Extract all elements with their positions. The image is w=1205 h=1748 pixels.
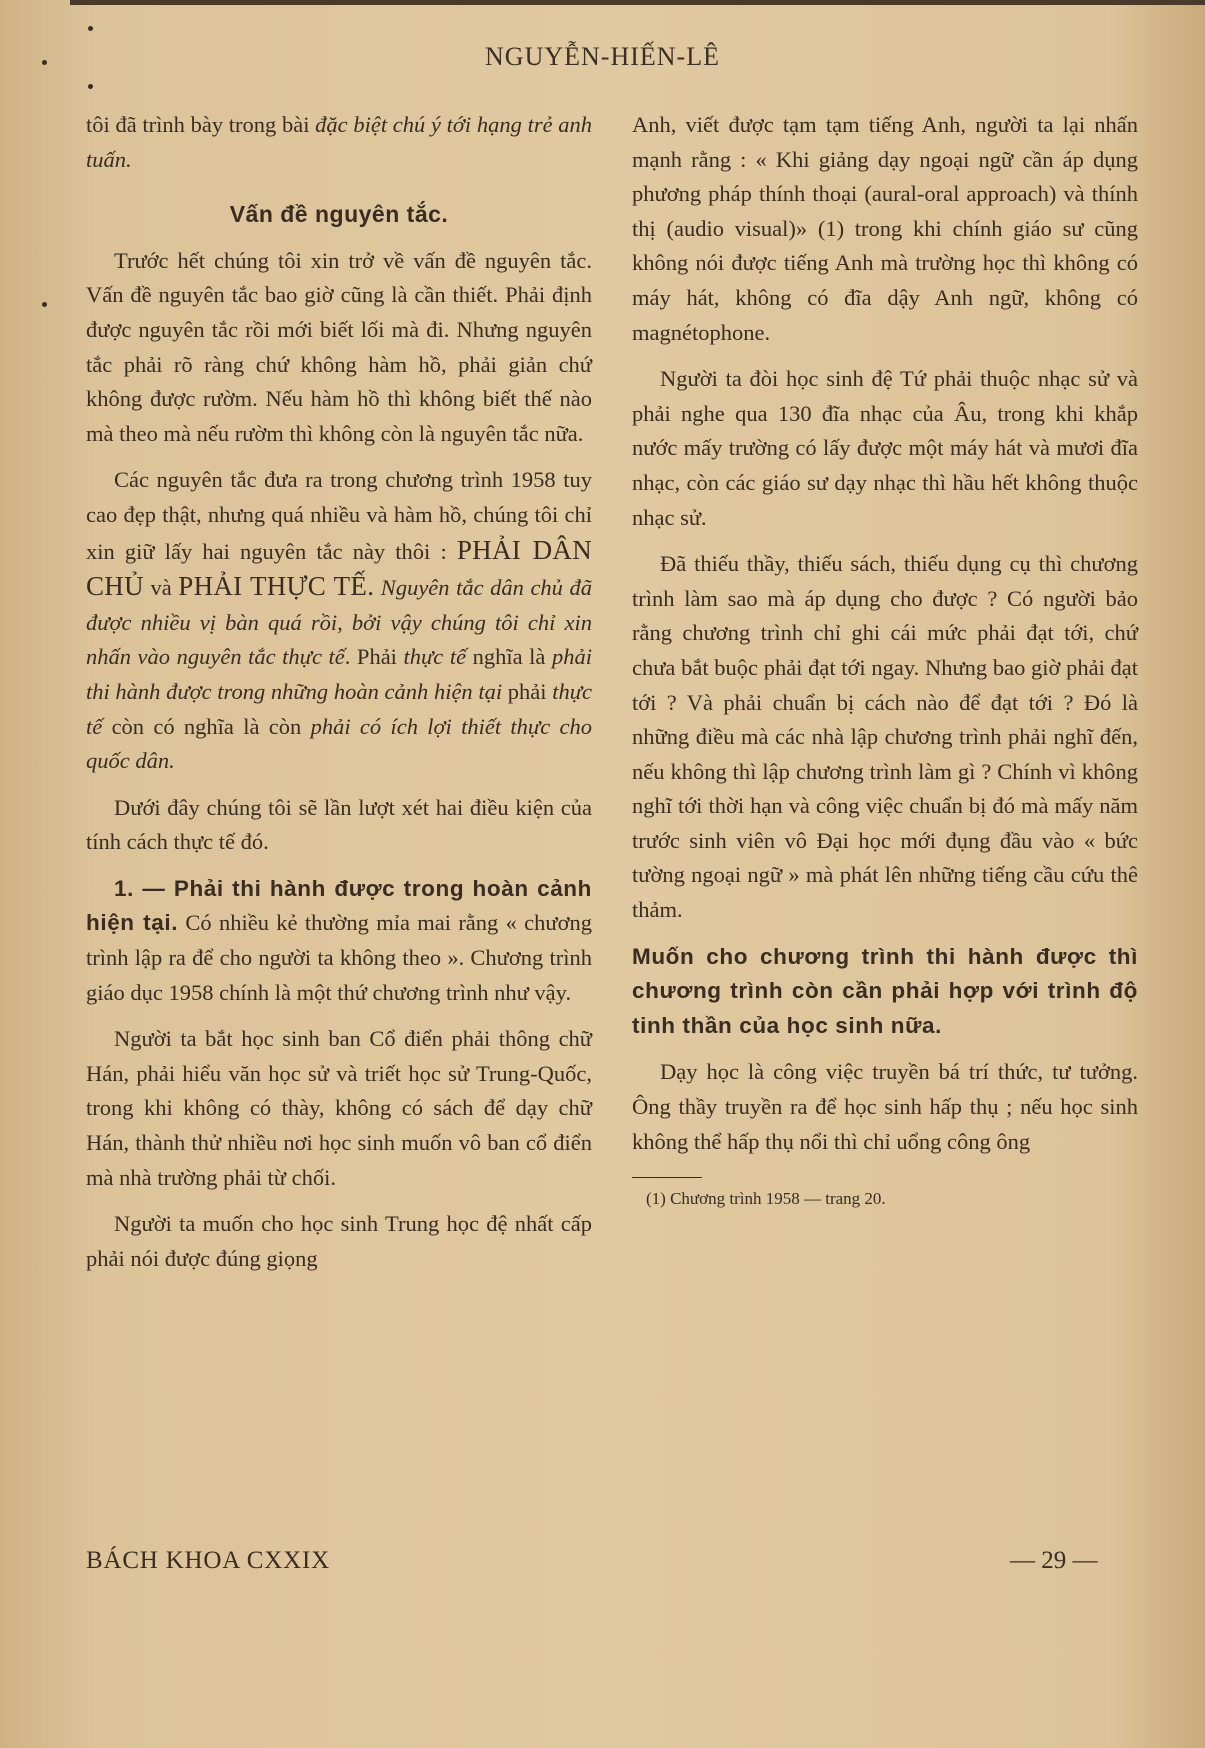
page-number: — 29 — <box>1010 1547 1098 1574</box>
footer-journal: BÁCH KHOA CXXIX <box>86 1547 330 1574</box>
ink-spot <box>88 26 93 31</box>
top-border-line <box>70 0 1205 5</box>
paragraph-point-one: 1. — Phải thi hành được trong hoàn cảnh hiện tại. Có nhiều kẻ thường mỉa mai rằng « chương trình lập ra để cho người ta không theo ». Chương trình giáo dục 1958 chính là một thứ chương trình như vậy. <box>86 875 592 1005</box>
paragraph-conditions: Dưới đây chúng tôi sẽ lần lượt xét hai điều kiện của tính cách thực tế đó. <box>86 794 592 855</box>
paragraph-teaching: Dạy học là công việc truyền bá trí thức, tư tưởng. Ông thầy truyền ra để học sinh hấp thụ ; nếu học sinh không thể hấp thụ nổi thì chỉ uổng công ông <box>632 1059 1138 1154</box>
paragraph-classics: Người ta bắt học sinh ban Cổ điển phải thông chữ Hán, phải hiểu văn học sử và triết học sử Trung-Quốc, trong khi không có thày, không có sách để dạy chữ Hán, thành thử nhiều nơi học sinh muốn vô ban cổ điển mà nhà trường phải từ chối. <box>86 1026 592 1190</box>
ink-spot <box>42 302 47 307</box>
paragraph-english-cont: Anh, viết được tạm tạm tiếng Anh, người ta lại nhấn mạnh rằng : « Khi giảng dạy ngoại ngữ cần áp dụng phương pháp thính thoại (aural-oral approach) và thính thị (audio visual)» (1) trong khi chính giáo sư cũng không nói được tiếng Anh mà trường học thì không có máy hát, không có đĩa dậy Anh ngữ, không có magnétophone. <box>632 112 1138 345</box>
left-column <box>86 108 592 1288</box>
paragraph-english: Người ta muốn cho học sinh Trung học đệ nhất cấp phải nói được đúng giọng <box>86 1211 592 1271</box>
running-head-author: NGUYỄN-HIẾN-LÊ <box>485 42 720 71</box>
footnote-rule <box>632 1177 702 1178</box>
right-column <box>632 108 1138 1212</box>
paragraph-principle: Trước hết chúng tôi xin trở về vấn đề nguyên tắc. Vấn đề nguyên tắc bao giờ cũng là cần thiết. Phải định được nguyên tắc rồi mới biết lối mà đi. Nhưng nguyên tắc phải rõ ràng chứ không hàm hồ, phải giản chứ không được rườm. Nếu hàm hồ thì không biết thế nào mà theo mà nếu rườm thì không còn là nguyên tắc nữa. <box>86 247 592 446</box>
paragraph-music: Người ta đòi học sinh đệ Tứ phải thuộc nhạc sử và phải nghe qua 130 đĩa nhạc của Âu, trong khi khắp nước mấy trường có lấy được một máy hát và mươi đĩa nhạc, còn các giáo sư dạy nhạc thì hầu hết không thuộc nhạc sử. <box>632 366 1138 530</box>
intro-paragraph: tôi đã trình bày trong bài đặc biệt chú ý tới hạng trẻ anh tuấn. <box>86 112 593 172</box>
section-heading: Vấn đề nguyên tắc. <box>229 201 449 228</box>
footnote: (1) Chương trình 1958 — trang 20. <box>646 1189 886 1209</box>
bold-statement: Muốn cho chương trình thi hành được thì chương trình còn cần phải hợp với trình độ tinh thần của học sinh nữa. <box>632 943 1138 1038</box>
paragraph-two-principles: Các nguyên tắc đưa ra trong chương trình 1958 tuy cao đẹp thật, nhưng quá nhiều và hàm hồ, chúng tôi chỉ xin giữ lấy hai nguyên tắc này thôi : PHẢI DÂN CHỦ và PHẢI THỰC TẾ. Nguyên tắc dân chủ đã được nhiều vị bàn quá rồi, bởi vậy chúng tôi chỉ xin nhấn vào nguyên tắc thực tế. Phải thực tế nghĩa là phải thi hành được trong những hoàn cảnh hiện tại phải thực tế còn có nghĩa là còn phải có ích lợi thiết thực cho quốc dân. <box>86 467 593 774</box>
ink-spot <box>88 84 93 89</box>
paragraph-lack: Đã thiếu thầy, thiếu sách, thiếu dụng cụ thì chương trình làm sao mà áp dụng cho được ? Có người bảo rằng chương trình chỉ ghi cái mức phải đạt tới, chứ chưa bắt buộc phải đạt tới ngay. Nhưng bao giờ phải đạt tới ? Và phải chuẩn bị cách nào để đạt tới ? Đó là những điều mà các nhà lập chương trình phải nghĩ đến, nếu không thì lập chương trình làm gì ? Chính vì không nghĩ tới thời hạn và công việc chuẩn bị đó mà mấy năm trước sinh viên vô Đại học mới đụng đầu vào « bức tường ngoại ngữ » mà phát lên những tiếng cầu cứu thê thảm. <box>632 551 1138 923</box>
